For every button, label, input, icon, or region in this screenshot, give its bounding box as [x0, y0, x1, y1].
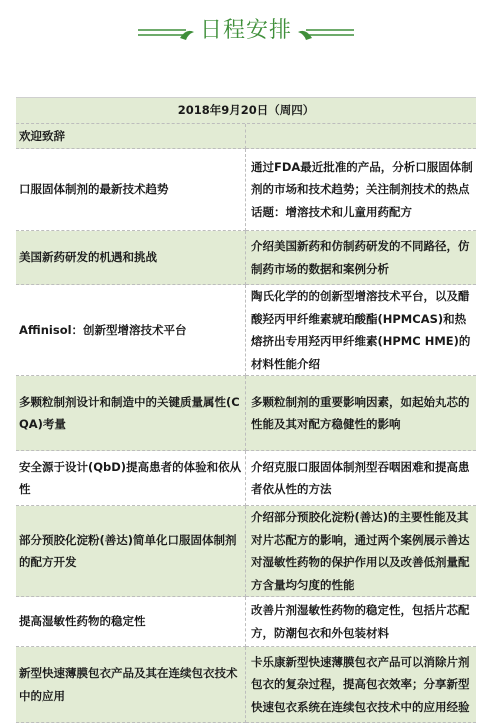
session-description: 介绍克服口服固体制剂型吞咽困难和提高患者依从性的方法	[246, 451, 476, 506]
session-description: 介绍部分预胶化淀粉(善达)的主要性能及其对片芯配方的影响，通过两个案例展示善达对湿敏性药物的保护作用以及改善低剂量配方含量均匀度的性能	[246, 506, 476, 597]
table-row	[16, 285, 476, 376]
session-description: 介绍美国新药和仿制药研发的不同路径，仿制药市场的数据和案例分析	[246, 231, 476, 285]
session-description: 卡乐康新型快速薄膜包衣产品可以消除片剂包衣的复杂过程，提高包衣效率；分享新型快速包衣系统在连续包衣技术中的应用经验	[246, 647, 476, 723]
session-topic: 口服固体制剂的最新技术趋势	[16, 149, 246, 231]
page-title: 日程安排	[199, 18, 292, 43]
table-row	[16, 506, 476, 597]
schedule-date: 2018年9月20日（周四）	[16, 97, 476, 124]
table-row	[16, 376, 476, 451]
session-description: 陶氏化学的的创新型增溶技术平台，以及醋酸羟丙甲纤维素琥珀酸酯(HPMCAS)和热熔挤出专用羟丙甲纤维素(HPMC HME)的材料性能介绍	[246, 285, 476, 376]
session-topic: Affinisol：创新型增溶技术平台	[16, 285, 246, 376]
schedule-table	[16, 97, 476, 723]
date-row	[16, 97, 476, 124]
right-ornament-icon	[296, 24, 356, 44]
table-row	[16, 647, 476, 723]
table-row	[16, 451, 476, 506]
session-description: 改善片剂湿敏性药物的稳定性，包括片芯配方，防潮包衣和外包装材料	[246, 597, 476, 647]
session-topic: 安全源于设计(QbD)提高患者的体验和依从性	[16, 451, 246, 506]
session-topic: 部分预胶化淀粉(善达)简单化口服固体制剂的配方开发	[16, 506, 246, 597]
table-row	[16, 597, 476, 647]
table-row	[16, 124, 476, 149]
session-topic: 提高湿敏性药物的稳定性	[16, 597, 246, 647]
session-description	[246, 124, 476, 149]
table-row	[16, 231, 476, 285]
session-description: 通过FDA最近批准的产品，分析口服固体制剂的市场和技术趋势；关注制剂技术的热点话题：增溶技术和儿童用药配方	[246, 149, 476, 231]
session-topic: 美国新药研发的机遇和挑战	[16, 231, 246, 285]
session-description: 多颗粒制剂的重要影响因素，如起始丸芯的性能及其对配方稳健性的影响	[246, 376, 476, 451]
session-topic: 新型快速薄膜包衣产品及其在连续包衣技术中的应用	[16, 647, 246, 723]
session-topic: 欢迎致辞	[16, 124, 246, 149]
session-topic: 多颗粒制剂设计和制造中的关键质量属性(CQA)考量	[16, 376, 246, 451]
table-row	[16, 149, 476, 231]
left-ornament-icon	[136, 24, 196, 44]
page-header	[0, 0, 491, 62]
